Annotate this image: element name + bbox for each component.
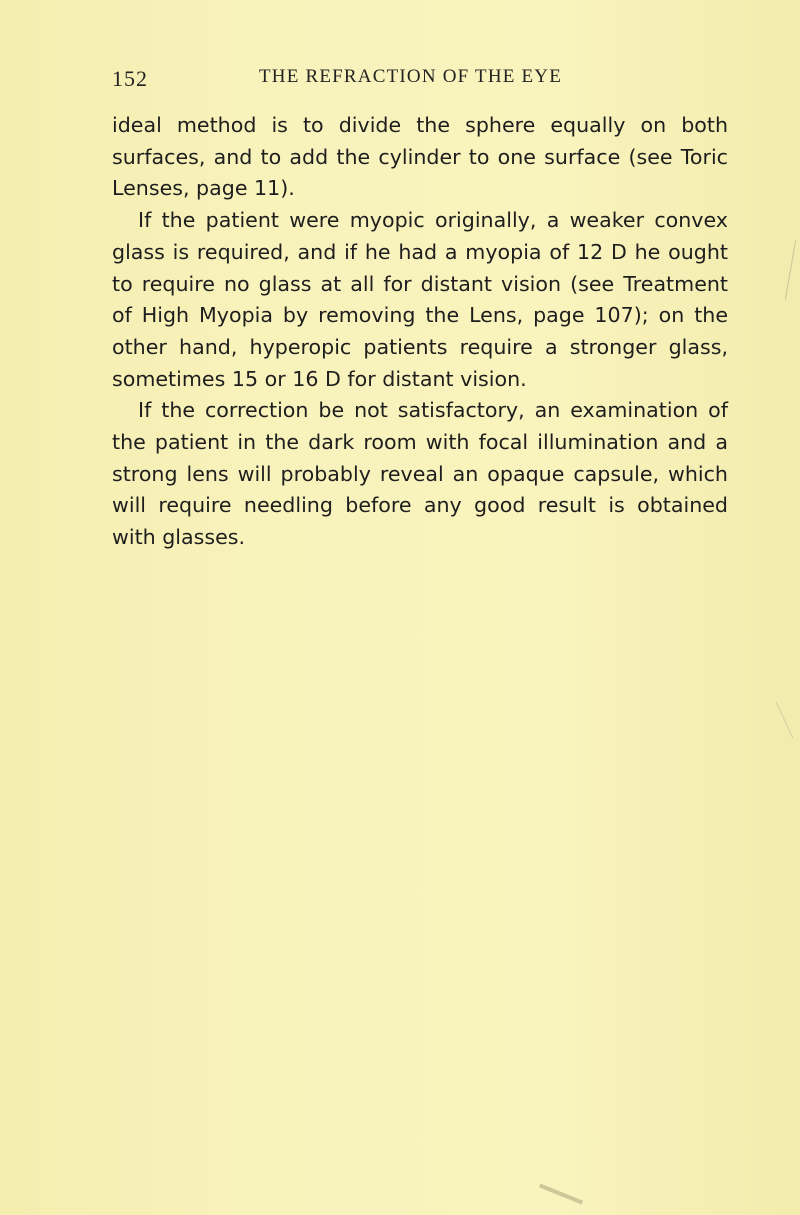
page-number: 152 bbox=[112, 66, 148, 91]
page-smudge bbox=[539, 1184, 583, 1205]
page-edge-mark bbox=[776, 702, 794, 739]
paragraph-1: ideal method is to divide the sphere equally on both surfaces, and to add the cylinder to one surface (see Toric Lenses, page 11). bbox=[112, 113, 728, 201]
page-header bbox=[112, 66, 712, 96]
paragraph-2: If the patient were myopic originally, a weaker convex glass is required, and if he had a myopia of 12 D he ought to require no glass at all for distant vision (see Treatment of High Myopia by removing the Lens, page 107); on the other hand, hyperopic patients require a stronger glass, sometimes 15 or 16 D for distant vision. bbox=[112, 208, 728, 391]
page-edge-mark bbox=[785, 240, 796, 299]
running-head: THE REFRACTION OF THE EYE bbox=[259, 66, 563, 87]
body-text bbox=[112, 110, 728, 554]
paragraph-3: If the correction be not satisfactory, an examination of the patient in the dark room with focal illumination and a strong lens will probably reveal an opaque capsule, which will require needling before any good result is obtained with glasses. bbox=[112, 398, 728, 550]
